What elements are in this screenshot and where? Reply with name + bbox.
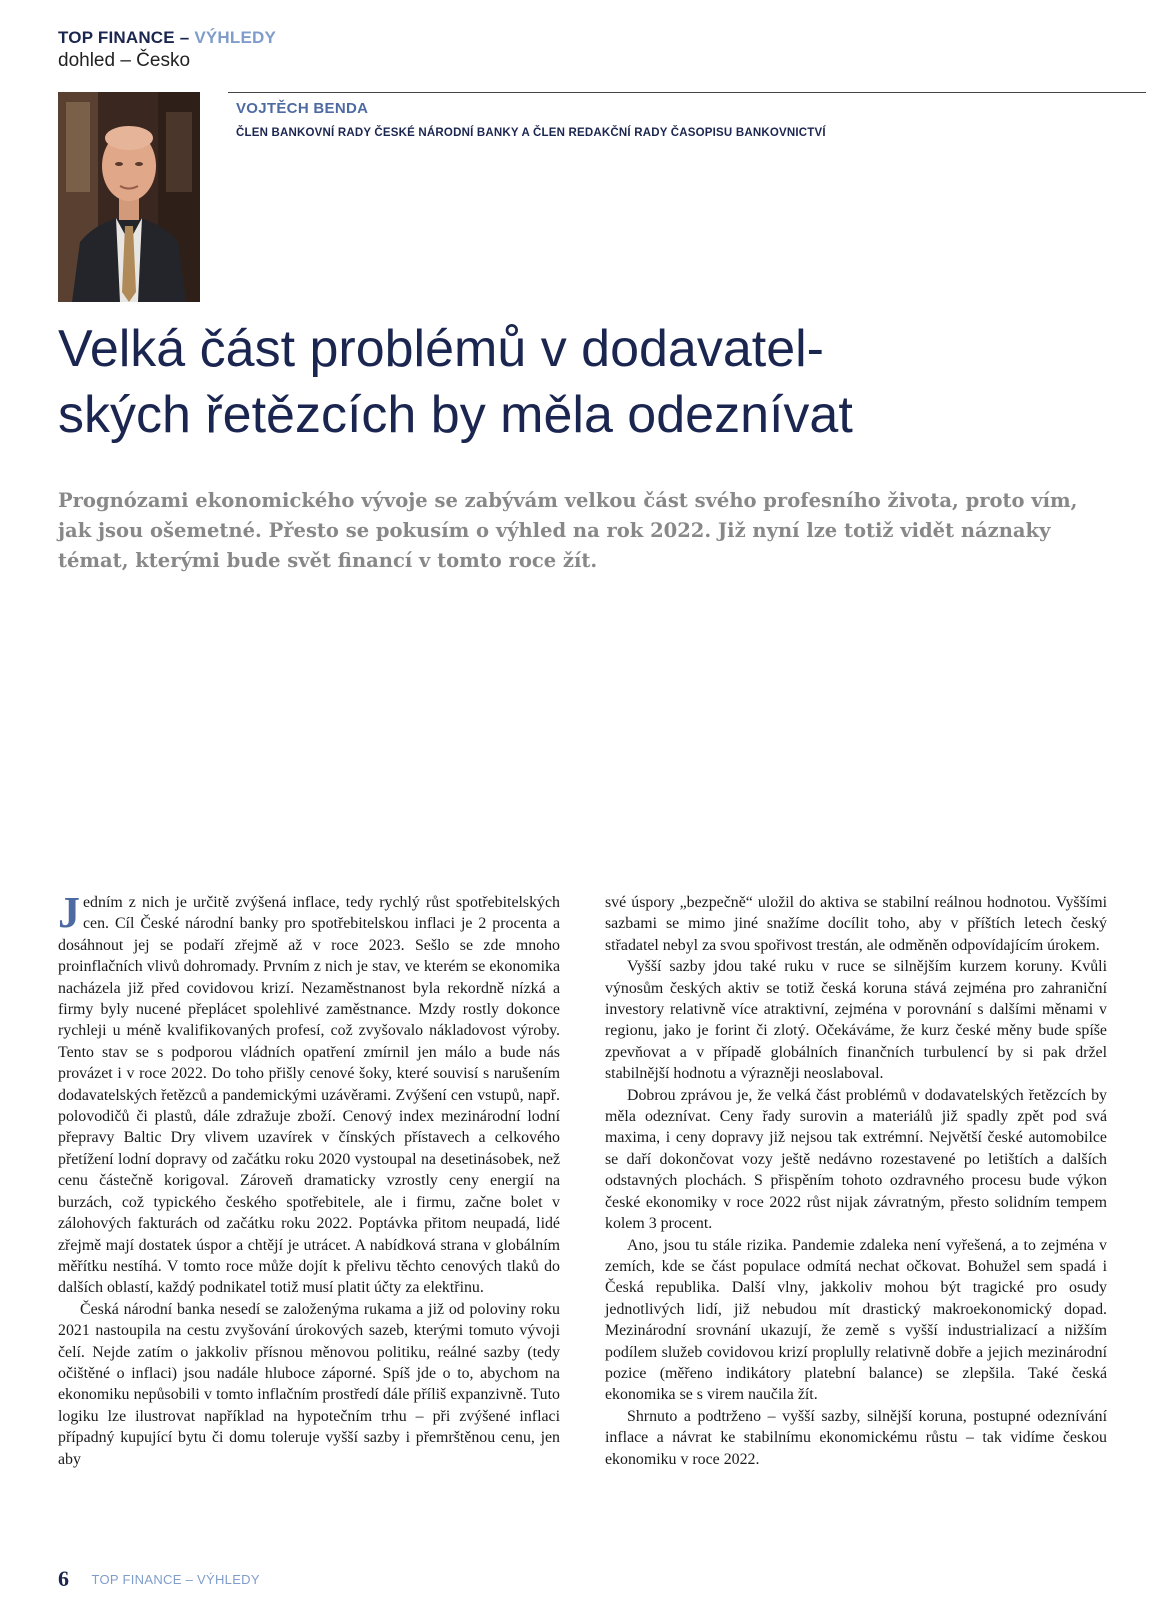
- body-paragraph: [58, 888, 560, 1299]
- author-role: ČLEN BANKOVNÍ RADY ČESKÉ NÁRODNÍ BANKY A ČLEN REDAKČNÍ RADY ČASOPISU BANKOVNICTVÍ: [236, 127, 826, 139]
- article-column-left: [58, 888, 560, 1470]
- body-paragraph: Česká národní banka nesedí se založenýma rukama a již od poloviny roku 2021 nastoupila na cestu zvyšování úrokových sazeb, kterými tomuto vývoji čelí. Nejde zatím o jakkoliv přísnou měnovou politiku, reálné sazby (tedy očištěné o inflaci) jsou nadále hluboce záporné. Spíš jde o to, abychom na ekonomiku nepůsobili v tomto inflačním prostředí dále příliš expanzivně. Tuto logiku lze ilustrovat například na hypotečním trhu – při zvýšené inflaci případný kupující bytu či domu toleruje vyšší sazby i přemrštěnou cenu, jen aby: [58, 1300, 560, 1468]
- subsection-title: dohled – Česko: [58, 50, 191, 71]
- header-divider: [228, 92, 1146, 93]
- title-line: Velká část problémů v dodavatel-: [58, 320, 824, 378]
- drop-cap: J: [58, 888, 80, 937]
- author-photo: [58, 92, 200, 302]
- article-column-right: [605, 892, 1107, 1470]
- section-title: [58, 28, 276, 48]
- page-footer: [58, 1566, 260, 1592]
- paragraph-text: edním z nich je určitě zvýšená inflace, tedy rychlý růst spotřebitelských cen. Cíl České národní banky pro spotřebitelskou inflaci je 2 procenta a dosáhnout jej se podaří zřejmě až v roce 2023. Sešlo se zde mnoho proinflačních vlivů dohromady. Prvním z nich je stav, ve kterém se ekonomika nacházela již před covidovou krizí. Nezaměstnanost byla rekordně nízká a firmy byly nucené přeplácet spolehlivé zaměstnance. Mzdy rostly dokonce rychleji u méně kvalifikovaných profesí, což zvyšovalo nákladovost výroby. Tento stav se s podporou vládních opatření zmírnil jen málo a bude nás provázet i v roce 2022. Do toho přišly cenové šoky, které souvisí s narušením dodavatelských řetězců a pandemickými uzávěrami. Zvýšení cen vstupů, např. polovodičů či plastů, dále zdražuje zboží. Cenový index mezinárodní lodní přepravy Baltic Dry vlivem uzavírek v čínských přístavech a celkového přetížení lodní dopravy od začátku roku 2020 vystoupal na desetinásobek, než cenu částečně korigoval. Zároveň dramaticky vzrostly ceny energií na burzách, což typického českého spotřebitele, ale i firmu, začne bolet v zálohových fakturách od začátku roku 2022. Poptávka přitom neupadá, lidé zřejmě mají dostatek úspor a chtějí je utrácet. A nabídková strana v globálním měřítku nestíhá. V tomto roce může dojít k přelivu těchto cenových tlaků do dalších oblastí, každý podnikatel totiž musí platit účty za elektřinu.: [58, 894, 560, 1297]
- page-number: 6: [58, 1566, 69, 1591]
- footer-label: TOP FINANCE – VÝHLEDY: [91, 1571, 260, 1587]
- body-paragraph: Ano, jsou tu stále rizika. Pandemie zdaleka není vyřešená, a to zejména v zemích, kde se část populace odmítá nechat očkovat. Bohužel sem spadá i Česká republika. Další vlny, jakkoliv mohou být tragické pro osudy jednotlivých lidí, již nebudou mít drastický makroekonomický dopad. Mezinárodní srovnání ukazují, že země s vyšší industrializací a nižším podílem služeb covidovou krizí proplully relativně dobře a jejich mezinárodní pozice (měřeno indikátory platební balance) se zlepšila. Také česká ekonomika se s virem naučila žít.: [605, 1236, 1107, 1404]
- section-header: [58, 28, 276, 72]
- article-title: [58, 316, 1148, 448]
- body-paragraph: Shrnuto a podtrženo – vyšší sazby, silnější koruna, postupné odeznívání inflace a návrat ke stabilnímu ekonomickému růstu – tak vidíme českou ekonomiku v roce 2022.: [605, 1407, 1107, 1468]
- title-line: ských řetězcích by měla odeznívat: [58, 386, 853, 444]
- body-paragraph: Dobrou zprávou je, že velká část problémů v dodavatelských řetězcích by měla odeznívat. Ceny řady surovin a materiálů již spadly zpět pod svá maxima, i ceny dopravy již nejsou tak extrémní. Největší české automobilce se daří dokončovat vozy ještě nedávno rozestavené po letištích a dalších odstavných plochách. S přispěním tohoto ozdravného procesu bude výkon české ekonomiky v roce 2022 růst nijak závratným, přesto solidním tempem kolem 3 procent.: [605, 1086, 1107, 1233]
- author-byline: [236, 100, 826, 139]
- lead-line: Prognózami ekonomického vývoje se zabývám velkou část svého profesního života, proto vím,: [58, 489, 1078, 512]
- lead-line: témat, kterými bude svět financí v tomto roce žít.: [58, 549, 598, 572]
- author-name: VOJTĚCH BENDA: [236, 100, 369, 117]
- body-paragraph: Vyšší sazby jdou také ruku v ruce se silnějším kurzem koruny. Kvůli výnosům českých aktiv se totiž česká koruna stává zejména pro zahraniční investory relativně více atraktivní, zejména v porovnání s dalšími měnami v regionu, jako je forint či zlotý. Očekáváme, že kurz české měny bude spíše zpevňovat a v případě globálních finančních turbulencí by si pak držel stabilnější hodnotu a výrazněji neoslaboval.: [605, 958, 1107, 1083]
- section-highlight: VÝHLEDY: [194, 28, 277, 47]
- author-portrait-image: [58, 92, 200, 302]
- body-paragraph: své úspory „bezpečně“ uložil do aktiva se stabilní reálnou hodnotou. Vyššími sazbami se mimo jiné snažíme docílit toho, aby v příštích letech český střadatel nebyl za svou spořivost trestán, ale odměněn odpovídajícím úrokem.: [605, 894, 1107, 954]
- article-lead: [58, 486, 1138, 576]
- lead-line: jak jsou ošemetné. Přesto se pokusím o výhled na rok 2022. Již nyní lze totiž vidět náznaky: [58, 519, 1051, 542]
- section-name: TOP FINANCE –: [58, 28, 190, 47]
